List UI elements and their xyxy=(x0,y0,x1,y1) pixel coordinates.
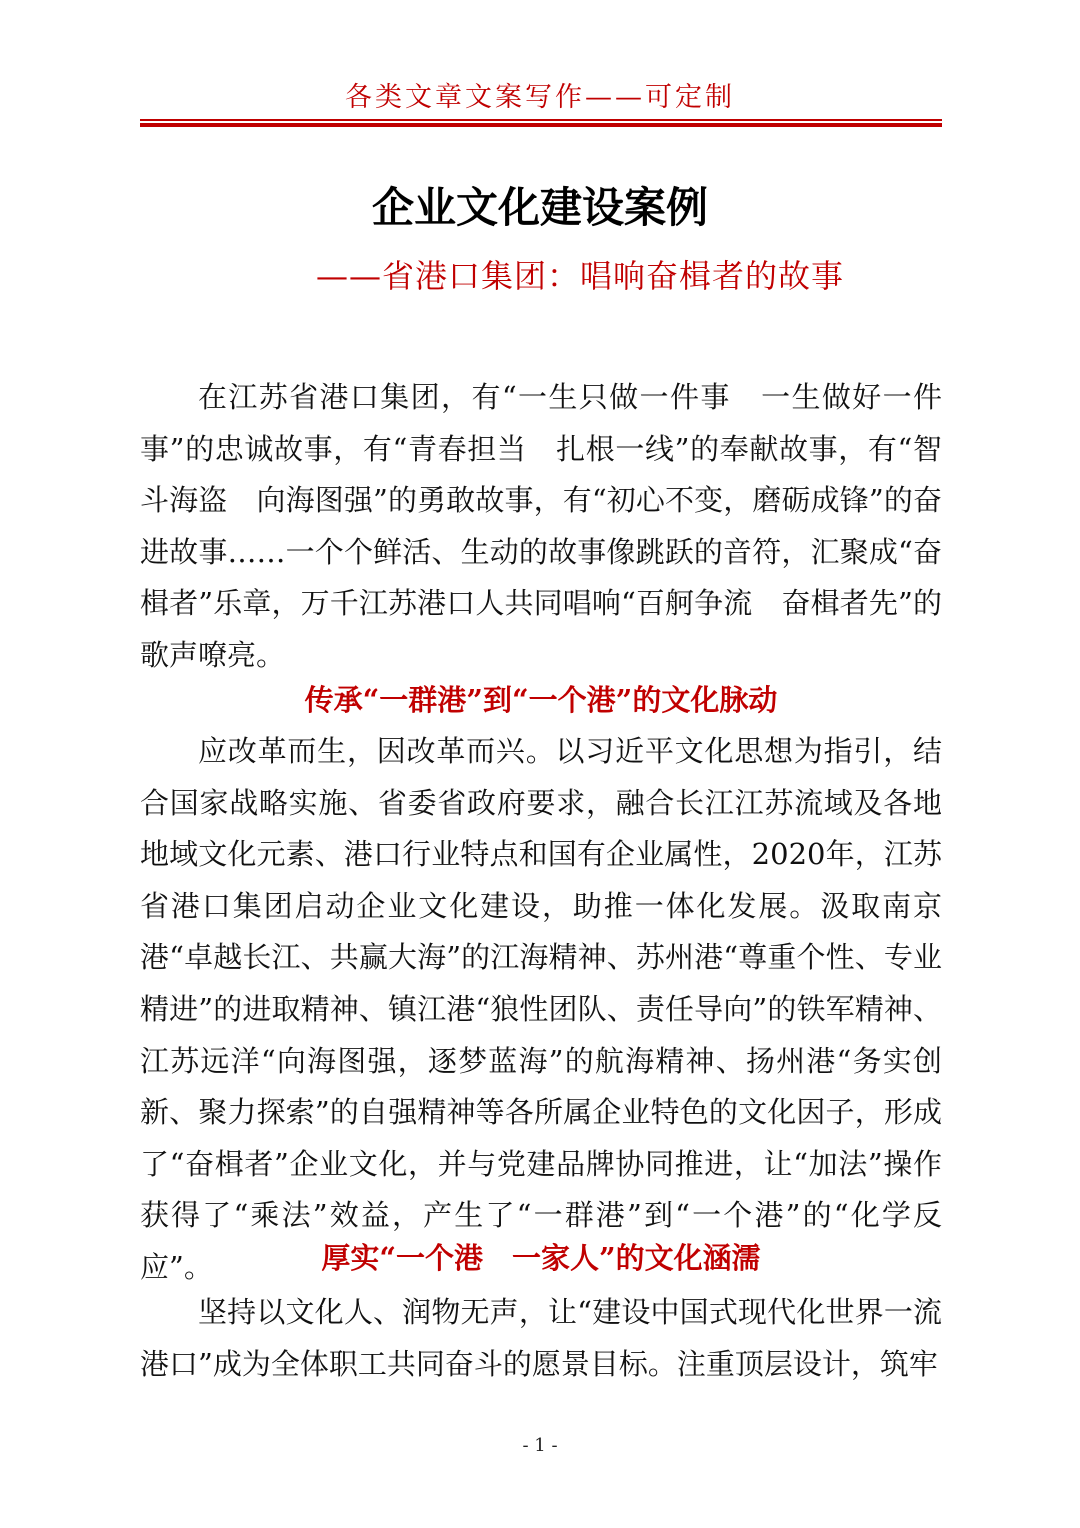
document-title: 企业文化建设案例 xyxy=(371,183,708,232)
header-rule-thick xyxy=(140,123,942,127)
page-number: - 1 - xyxy=(522,1435,558,1456)
intro-paragraph: 在江苏省港口集团，有“一生只做一件事 一生做好一件事”的忠诚故事，有“青春担当 扎根一线”的奉献故事，有“智斗海盗 向海图强”的勇敢故事，有“初心不变，磨砺成锋”的奋进故事……一个个鲜活、生动的故事像跳跃的音符，汇聚成“奋楫者”乐章，万千江苏港口人共同唱响“百舸争流 奋楫者先”的歌声嘹亮。 xyxy=(140,380,942,672)
header-banner: 各类文章文案写作——可定制 xyxy=(345,82,735,113)
section-2-paragraph: 坚持以文化人、润物无声，让“建设中国式现代化世界一流港口”成为全体职工共同奋斗的愿景目标。注重顶层设计，筑牢 xyxy=(140,1295,942,1381)
header-rule-thin xyxy=(140,119,942,121)
document-subtitle: ——省港口集团：唱响奋楫者的故事 xyxy=(315,257,844,295)
section-heading-2: 厚实“一个港 一家人”的文化涵濡 xyxy=(321,1241,761,1275)
section-1-paragraph: 应改革而生，因改革而兴。以习近平文化思想为指引，结合国家战略实施、省委省政府要求，融合长江江苏流域及各地地域文化元素、港口行业特点和国有企业属性，2020年，江苏省港口集团启动企业文化建设，助推一体化发展。汲取南京港“卓越长江、共赢大海”的江海精神、苏州港“尊重个性、专业精进”的进取精神、镇江港“狼性团队、责任导向”的铁军精神、江苏远洋“向海图强，逐梦蓝海”的航海精神、扬州港“务实创新、聚力探索”的自强精神等各所属企业特色的文化因子，形成了“奋楫者”企业文化，并与党建品牌协同推进，让“加法”操作获得了“乘法”效益，产生了“一群港”到“一个港”的“化学反应”。 xyxy=(140,734,942,1284)
section-heading-1: 传承“一群港”到“一个港”的文化脉动 xyxy=(304,683,778,717)
